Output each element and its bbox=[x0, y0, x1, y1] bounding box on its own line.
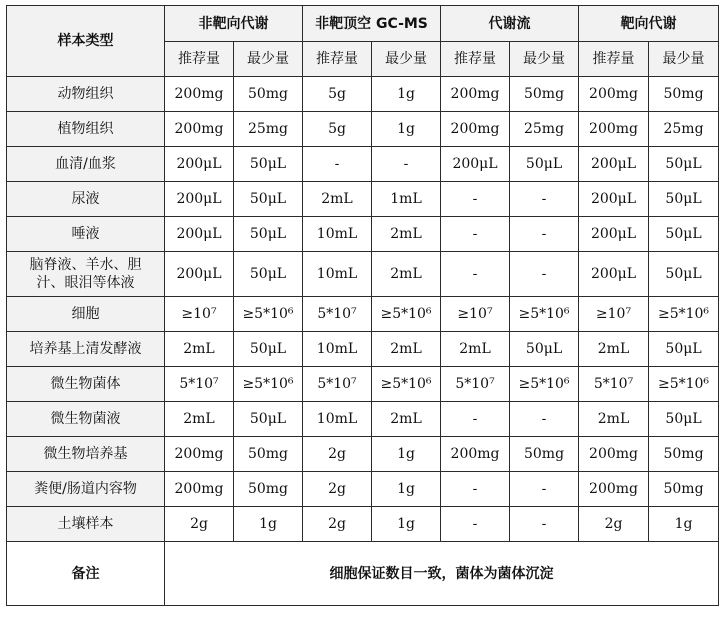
table-row bbox=[7, 507, 719, 542]
amount-cell: 2mL bbox=[441, 332, 510, 367]
amount-cell: 50μL bbox=[234, 332, 303, 367]
amount-cell: 2mL bbox=[165, 402, 234, 437]
sub-header: 推荐量 bbox=[441, 42, 510, 77]
amount-cell: ≥5*10⁶ bbox=[510, 297, 579, 332]
amount-cell: 1g bbox=[649, 507, 719, 542]
amount-cell: 2mL bbox=[372, 332, 441, 367]
amount-cell: - bbox=[372, 147, 441, 182]
amount-cell: - bbox=[441, 252, 510, 297]
table-row bbox=[7, 367, 719, 402]
amount-cell: 50μL bbox=[234, 402, 303, 437]
amount-cell: 50μL bbox=[510, 332, 579, 367]
amount-cell: 200μL bbox=[579, 147, 649, 182]
amount-cell: 50mg bbox=[234, 437, 303, 472]
amount-cell: 200μL bbox=[579, 182, 649, 217]
amount-cell: 50μL bbox=[649, 252, 719, 297]
note-text: 细胞保证数目一致，菌体为菌体沉淀 bbox=[165, 542, 719, 606]
amount-cell: 50mg bbox=[649, 437, 719, 472]
amount-cell: 50μL bbox=[234, 182, 303, 217]
amount-cell: 2mL bbox=[579, 332, 649, 367]
sub-header: 最少量 bbox=[234, 42, 303, 77]
amount-cell: 2mL bbox=[372, 217, 441, 252]
amount-cell: 200mg bbox=[165, 77, 234, 112]
amount-cell: ≥10⁷ bbox=[165, 297, 234, 332]
amount-cell: 2g bbox=[303, 437, 372, 472]
amount-cell: ≥5*10⁶ bbox=[234, 367, 303, 402]
amount-cell: - bbox=[510, 507, 579, 542]
sub-header: 最少量 bbox=[372, 42, 441, 77]
amount-cell: 5*10⁷ bbox=[165, 367, 234, 402]
amount-cell: 2mL bbox=[579, 402, 649, 437]
amount-cell: 200mg bbox=[579, 437, 649, 472]
amount-cell: 50μL bbox=[649, 402, 719, 437]
amount-cell: 50μL bbox=[510, 147, 579, 182]
amount-cell: 25mg bbox=[510, 112, 579, 147]
group-header: 代谢流 bbox=[441, 6, 579, 42]
amount-cell: 5g bbox=[303, 77, 372, 112]
amount-cell: 50mg bbox=[510, 77, 579, 112]
amount-cell: 5g bbox=[303, 112, 372, 147]
amount-cell: 200μL bbox=[579, 252, 649, 297]
amount-cell: 5*10⁷ bbox=[579, 367, 649, 402]
amount-cell: ≥10⁷ bbox=[579, 297, 649, 332]
amount-cell: 50mg bbox=[649, 77, 719, 112]
amount-cell: 200mg bbox=[441, 77, 510, 112]
amount-cell: - bbox=[510, 252, 579, 297]
sub-header: 最少量 bbox=[649, 42, 719, 77]
amount-cell: 200mg bbox=[165, 112, 234, 147]
sample-type-label: 培养基上清发酵液 bbox=[7, 332, 165, 367]
sample-type-label: 血清/血浆 bbox=[7, 147, 165, 182]
amount-cell: 200mg bbox=[165, 472, 234, 507]
amount-cell: 50μL bbox=[234, 217, 303, 252]
amount-cell: ≥5*10⁶ bbox=[372, 297, 441, 332]
amount-cell: 200μL bbox=[441, 147, 510, 182]
amount-cell: 2g bbox=[165, 507, 234, 542]
amount-cell: 200μL bbox=[165, 182, 234, 217]
amount-cell: 50mg bbox=[510, 437, 579, 472]
sample-type-label: 微生物菌液 bbox=[7, 402, 165, 437]
amount-cell: ≥5*10⁶ bbox=[649, 297, 719, 332]
amount-cell: 50μL bbox=[649, 147, 719, 182]
amount-cell: ≥10⁷ bbox=[441, 297, 510, 332]
sample-type-label: 粪便/肠道内容物 bbox=[7, 472, 165, 507]
amount-cell: - bbox=[510, 182, 579, 217]
amount-cell: 2mL bbox=[372, 252, 441, 297]
amount-cell: 5*10⁷ bbox=[303, 367, 372, 402]
amount-cell: 1mL bbox=[372, 182, 441, 217]
amount-cell: - bbox=[303, 147, 372, 182]
amount-cell: 10mL bbox=[303, 217, 372, 252]
amount-cell: 10mL bbox=[303, 252, 372, 297]
amount-cell: - bbox=[441, 507, 510, 542]
sub-header: 推荐量 bbox=[165, 42, 234, 77]
group-header: 非靶顶空 GC-MS bbox=[303, 6, 441, 42]
sample-type-label: 细胞 bbox=[7, 297, 165, 332]
amount-cell: 25mg bbox=[234, 112, 303, 147]
amount-cell: 200mg bbox=[579, 472, 649, 507]
corner-header: 样本类型 bbox=[7, 6, 165, 77]
table-row bbox=[7, 472, 719, 507]
table-row bbox=[7, 297, 719, 332]
amount-cell: 200μL bbox=[165, 147, 234, 182]
amount-cell: 1g bbox=[372, 112, 441, 147]
sample-type-label: 植物组织 bbox=[7, 112, 165, 147]
amount-cell: 2g bbox=[303, 472, 372, 507]
amount-cell: - bbox=[441, 472, 510, 507]
amount-cell: 50μL bbox=[649, 217, 719, 252]
amount-cell: 50μL bbox=[234, 147, 303, 182]
sample-type-label: 尿液 bbox=[7, 182, 165, 217]
amount-cell: - bbox=[510, 472, 579, 507]
amount-cell: 1g bbox=[372, 507, 441, 542]
note-label: 备注 bbox=[7, 542, 165, 606]
table-row bbox=[7, 437, 719, 472]
table-body bbox=[7, 77, 719, 542]
sample-type-label: 动物组织 bbox=[7, 77, 165, 112]
table-row bbox=[7, 332, 719, 367]
note-row bbox=[7, 542, 719, 606]
amount-cell: 2mL bbox=[372, 402, 441, 437]
amount-cell: 200μL bbox=[579, 217, 649, 252]
amount-cell: 200mg bbox=[579, 77, 649, 112]
amount-cell: 10mL bbox=[303, 402, 372, 437]
amount-cell: 200μL bbox=[165, 217, 234, 252]
sample-requirements-table bbox=[6, 5, 719, 606]
amount-cell: 5*10⁷ bbox=[303, 297, 372, 332]
amount-cell: 1g bbox=[372, 437, 441, 472]
amount-cell: 1g bbox=[234, 507, 303, 542]
group-header: 靶向代谢 bbox=[579, 6, 719, 42]
amount-cell: 200mg bbox=[165, 437, 234, 472]
amount-cell: 50μL bbox=[234, 252, 303, 297]
table-row bbox=[7, 402, 719, 437]
table-row bbox=[7, 112, 719, 147]
amount-cell: 1g bbox=[372, 77, 441, 112]
amount-cell: 50mg bbox=[234, 77, 303, 112]
amount-cell: - bbox=[510, 402, 579, 437]
amount-cell: 2g bbox=[579, 507, 649, 542]
sample-type-label: 微生物培养基 bbox=[7, 437, 165, 472]
amount-cell: 50μL bbox=[649, 332, 719, 367]
amount-cell: 25mg bbox=[649, 112, 719, 147]
amount-cell: ≥5*10⁶ bbox=[372, 367, 441, 402]
amount-cell: - bbox=[441, 402, 510, 437]
amount-cell: - bbox=[441, 182, 510, 217]
amount-cell: 200mg bbox=[579, 112, 649, 147]
table-row bbox=[7, 217, 719, 252]
amount-cell: 50mg bbox=[649, 472, 719, 507]
amount-cell: 200mg bbox=[441, 437, 510, 472]
amount-cell: ≥5*10⁶ bbox=[234, 297, 303, 332]
sub-header: 推荐量 bbox=[303, 42, 372, 77]
table-row bbox=[7, 182, 719, 217]
amount-cell: 2mL bbox=[165, 332, 234, 367]
amount-cell: - bbox=[441, 217, 510, 252]
amount-cell: 50mg bbox=[234, 472, 303, 507]
sample-type-label: 土壤样本 bbox=[7, 507, 165, 542]
amount-cell: 1g bbox=[372, 472, 441, 507]
sample-type-label: 唾液 bbox=[7, 217, 165, 252]
sub-header: 最少量 bbox=[510, 42, 579, 77]
amount-cell: ≥5*10⁶ bbox=[510, 367, 579, 402]
amount-cell: 2mL bbox=[303, 182, 372, 217]
table-row bbox=[7, 77, 719, 112]
amount-cell: 200μL bbox=[165, 252, 234, 297]
sub-header: 推荐量 bbox=[579, 42, 649, 77]
amount-cell: 200mg bbox=[441, 112, 510, 147]
amount-cell: 50μL bbox=[649, 182, 719, 217]
group-header-row bbox=[7, 6, 719, 42]
table-row bbox=[7, 252, 719, 297]
amount-cell: 2g bbox=[303, 507, 372, 542]
sample-type-label: 脑脊液、羊水、胆 汁、眼泪等体液 bbox=[7, 252, 165, 297]
amount-cell: - bbox=[510, 217, 579, 252]
amount-cell: 5*10⁷ bbox=[441, 367, 510, 402]
amount-cell: 10mL bbox=[303, 332, 372, 367]
table-row bbox=[7, 147, 719, 182]
amount-cell: ≥5*10⁶ bbox=[649, 367, 719, 402]
sample-type-label: 微生物菌体 bbox=[7, 367, 165, 402]
group-header: 非靶向代谢 bbox=[165, 6, 303, 42]
